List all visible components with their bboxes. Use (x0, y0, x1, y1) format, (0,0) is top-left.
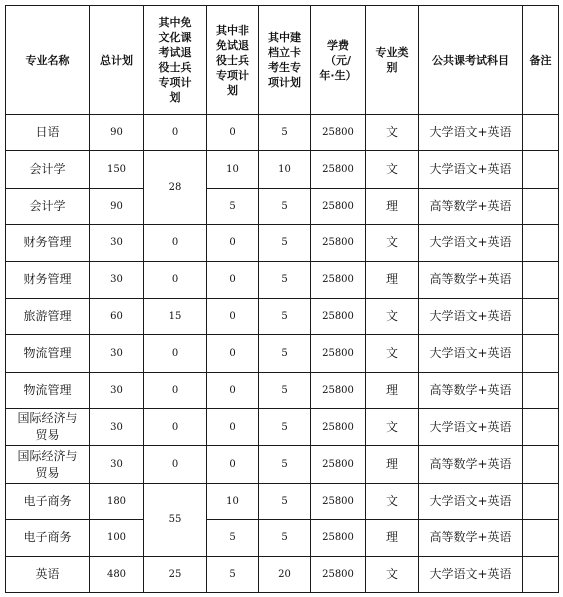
cell-total: 180 (90, 483, 144, 519)
cell-category: 理 (366, 446, 419, 483)
cell-category: 文 (366, 225, 419, 261)
cell-poverty: 5 (259, 188, 311, 224)
cell-subjects: 大学语文+英语 (419, 409, 523, 446)
cell-subjects: 大学语文+英语 (419, 335, 523, 372)
cell-note (523, 446, 559, 483)
cell-category: 理 (366, 372, 419, 408)
cell-poverty: 5 (259, 335, 311, 372)
cell-nonexempt: 0 (207, 225, 259, 261)
enrollment-plan-table (5, 5, 559, 593)
cell-major-name: 会计学 (6, 188, 90, 224)
table-row (6, 335, 559, 372)
cell-nonexempt: 0 (207, 115, 259, 151)
cell-note (523, 409, 559, 446)
cell-exempt: 15 (144, 298, 207, 334)
cell-category: 文 (366, 335, 419, 372)
cell-subjects: 大学语文+英语 (419, 151, 523, 188)
cell-fee: 25800 (311, 225, 366, 261)
cell-subjects: 高等数学+英语 (419, 188, 523, 224)
cell-major-name: 物流管理 (6, 335, 90, 372)
cell-major-name: 会计学 (6, 151, 90, 188)
cell-major-name: 财务管理 (6, 225, 90, 261)
cell-fee: 25800 (311, 188, 366, 224)
cell-poverty: 5 (259, 372, 311, 408)
cell-exempt: 0 (144, 372, 207, 408)
cell-major-name: 旅游管理 (6, 298, 90, 334)
cell-exempt: 0 (144, 261, 207, 298)
header-major-name: 专业名称 (6, 6, 90, 115)
cell-subjects: 高等数学+英语 (419, 446, 523, 483)
cell-poverty: 5 (259, 409, 311, 446)
cell-poverty: 5 (259, 298, 311, 334)
cell-exempt-merged: 28 (144, 151, 207, 225)
cell-subjects: 大学语文+英语 (419, 556, 523, 592)
cell-category: 文 (366, 151, 419, 188)
cell-fee: 25800 (311, 483, 366, 519)
cell-major-name: 电子商务 (6, 483, 90, 519)
cell-exempt: 0 (144, 446, 207, 483)
cell-exempt-merged: 55 (144, 483, 207, 556)
cell-major-name: 国际经济与 贸易 (6, 409, 90, 446)
cell-fee: 25800 (311, 446, 366, 483)
cell-major-name: 英语 (6, 556, 90, 592)
cell-total: 150 (90, 151, 144, 188)
cell-fee: 25800 (311, 261, 366, 298)
table-row (6, 446, 559, 483)
cell-note (523, 151, 559, 188)
cell-note (523, 188, 559, 224)
cell-note (523, 298, 559, 334)
cell-note (523, 261, 559, 298)
cell-total: 60 (90, 298, 144, 334)
header-exempt-veteran-plan: 其中免 文化课 考试退 役士兵 专项计 划 (144, 6, 207, 115)
table-row (6, 520, 559, 556)
cell-nonexempt: 0 (207, 409, 259, 446)
cell-total: 100 (90, 520, 144, 556)
cell-total: 480 (90, 556, 144, 592)
cell-fee: 25800 (311, 298, 366, 334)
cell-nonexempt: 5 (207, 520, 259, 556)
header-tuition: 学费 （元/ 年·生） (311, 6, 366, 115)
header-total-plan: 总计划 (90, 6, 144, 115)
cell-subjects: 大学语文+英语 (419, 225, 523, 261)
header-exam-subjects: 公共课考试科目 (419, 6, 523, 115)
table-row (6, 151, 559, 188)
cell-major-name: 国际经济与 贸易 (6, 446, 90, 483)
cell-category: 文 (366, 115, 419, 151)
cell-nonexempt: 10 (207, 483, 259, 519)
cell-major-name: 财务管理 (6, 261, 90, 298)
cell-subjects: 高等数学+英语 (419, 261, 523, 298)
cell-note (523, 372, 559, 408)
cell-nonexempt: 5 (207, 556, 259, 592)
cell-poverty: 5 (259, 483, 311, 519)
cell-exempt: 0 (144, 409, 207, 446)
cell-note (523, 225, 559, 261)
cell-category: 理 (366, 520, 419, 556)
cell-note (523, 483, 559, 519)
cell-category: 理 (366, 188, 419, 224)
cell-fee: 25800 (311, 372, 366, 408)
cell-note (523, 520, 559, 556)
cell-poverty: 10 (259, 151, 311, 188)
cell-nonexempt: 10 (207, 151, 259, 188)
cell-major-name: 电子商务 (6, 520, 90, 556)
cell-subjects: 大学语文+英语 (419, 115, 523, 151)
cell-poverty: 5 (259, 261, 311, 298)
cell-subjects: 高等数学+英语 (419, 372, 523, 408)
cell-nonexempt: 0 (207, 335, 259, 372)
cell-total: 30 (90, 225, 144, 261)
cell-note (523, 556, 559, 592)
table-row (6, 261, 559, 298)
cell-poverty: 5 (259, 446, 311, 483)
cell-fee: 25800 (311, 335, 366, 372)
cell-subjects: 高等数学+英语 (419, 520, 523, 556)
cell-total: 30 (90, 409, 144, 446)
cell-exempt: 0 (144, 115, 207, 151)
cell-category: 文 (366, 298, 419, 334)
table-row (6, 225, 559, 261)
table-row (6, 298, 559, 334)
header-remarks: 备注 (523, 6, 559, 115)
table-row (6, 483, 559, 519)
cell-total: 90 (90, 188, 144, 224)
cell-exempt: 25 (144, 556, 207, 592)
cell-category: 文 (366, 483, 419, 519)
cell-poverty: 5 (259, 225, 311, 261)
cell-fee: 25800 (311, 556, 366, 592)
cell-subjects: 大学语文+英语 (419, 483, 523, 519)
table-row (6, 409, 559, 446)
cell-fee: 25800 (311, 520, 366, 556)
cell-total: 90 (90, 115, 144, 151)
table-row (6, 188, 559, 224)
cell-exempt: 0 (144, 335, 207, 372)
cell-nonexempt: 0 (207, 446, 259, 483)
table-row (6, 115, 559, 151)
cell-nonexempt: 0 (207, 372, 259, 408)
cell-total: 30 (90, 261, 144, 298)
cell-total: 30 (90, 372, 144, 408)
cell-nonexempt: 0 (207, 261, 259, 298)
cell-major-name: 日语 (6, 115, 90, 151)
cell-poverty: 5 (259, 520, 311, 556)
header-poverty-plan: 其中建 档立卡 考生专 项计划 (259, 6, 311, 115)
cell-nonexempt: 0 (207, 298, 259, 334)
cell-total: 30 (90, 446, 144, 483)
cell-poverty: 20 (259, 556, 311, 592)
cell-total: 30 (90, 335, 144, 372)
cell-category: 理 (366, 261, 419, 298)
table-header-row (6, 6, 559, 115)
cell-subjects: 大学语文+英语 (419, 298, 523, 334)
cell-exempt: 0 (144, 225, 207, 261)
cell-fee: 25800 (311, 409, 366, 446)
header-category: 专业类 别 (366, 6, 419, 115)
cell-poverty: 5 (259, 115, 311, 151)
table-row (6, 556, 559, 592)
cell-note (523, 335, 559, 372)
cell-note (523, 115, 559, 151)
cell-category: 文 (366, 556, 419, 592)
cell-fee: 25800 (311, 151, 366, 188)
cell-category: 文 (366, 409, 419, 446)
cell-major-name: 物流管理 (6, 372, 90, 408)
table-row (6, 372, 559, 408)
cell-nonexempt: 5 (207, 188, 259, 224)
cell-fee: 25800 (311, 115, 366, 151)
header-nonexempt-veteran-plan: 其中非 免试退 役士兵 专项计 划 (207, 6, 259, 115)
